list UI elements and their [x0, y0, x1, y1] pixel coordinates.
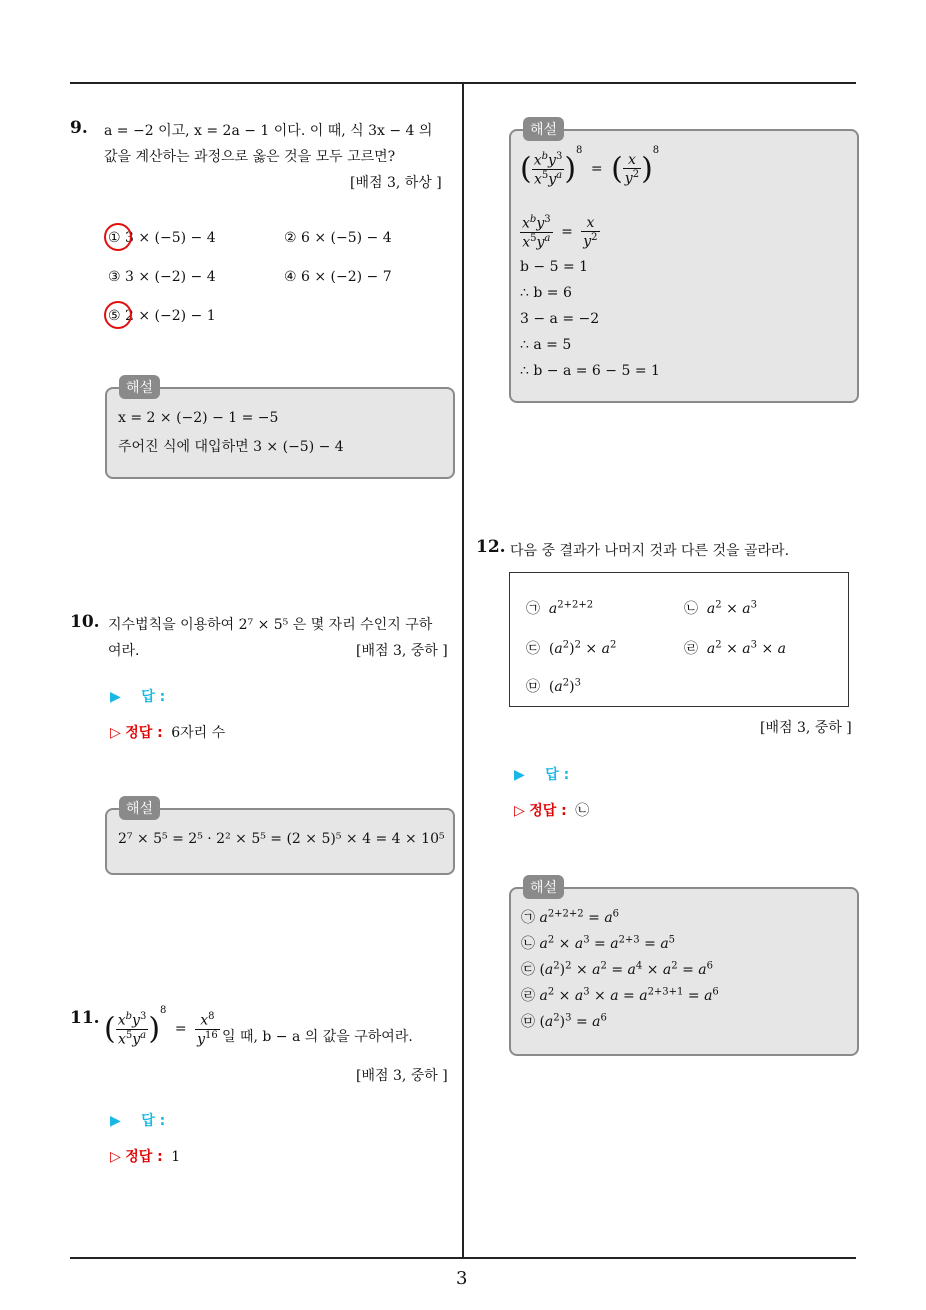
q9-text-line2: 값을 계산하는 과정으로 옳은 것을 모두 고르면? — [104, 149, 396, 165]
q9-explanation-line1: x = 2 × (−2) − 1 = −5 — [118, 410, 279, 426]
q9-choice-3: ③ 3 × (−2) − 4 — [108, 269, 216, 285]
q9-score: [배점 3, 하상 ] — [350, 175, 442, 191]
outline-triangle-icon: ▷ — [110, 1149, 121, 1165]
q11-text: 일 때, b − a 의 값을 구하여라. — [222, 1029, 413, 1045]
q11-explanation-line3: 3 − a = −2 — [520, 311, 600, 327]
q10-answer-row — [110, 686, 165, 706]
q11-explanation-tag: 해설 — [523, 117, 564, 141]
q10-correct-row — [110, 722, 225, 742]
q9-choice-2: ② 6 × (−5) − 4 — [284, 230, 392, 246]
q12-text: 다음 중 결과가 나머지 것과 다른 것을 골라라. — [510, 543, 790, 559]
bottom-rule — [70, 1257, 856, 1259]
q12-answer-row — [514, 764, 569, 784]
q9-explanation-line2: 주어진 식에 대입하면 3 × (−5) − 4 — [118, 439, 344, 455]
q11-score: [배점 3, 중하 ] — [356, 1068, 448, 1084]
q9-explanation-box — [105, 387, 455, 479]
q10-number: 10. — [70, 612, 100, 632]
q11-correct-row — [110, 1146, 180, 1166]
q9-choice-5: ⑤ 2 × (−2) − 1 — [108, 308, 216, 324]
page-number: 3 — [456, 1268, 468, 1289]
q11-explanation-eq1: ( $\frac{x^by^3}{x^5y^a}$ )$^8$ = ( $\frac{x}{y^2}$ )$^8$ — [520, 145, 660, 188]
q12-explanation-line4: ㉣ $a^2 \times a^3 \times a = a^{2+3+1} = a^6$ — [521, 986, 719, 1004]
q11-explanation-line1: b − 5 = 1 — [520, 259, 589, 275]
q11-answer-label: 답 : — [141, 1113, 166, 1129]
q11-explanation-line5: ∴ b − a = 6 − 5 = 1 — [520, 363, 660, 379]
q9-mark-circle-5 — [104, 301, 132, 329]
q9-text-line1: a = −2 이고, x = 2a − 1 이다. 이 때, 식 3x − 4 의 — [104, 123, 433, 139]
q10-explanation-tag: 해설 — [119, 796, 160, 820]
q11-formula: ( $\frac{x^by^3}{x^5y^a}$ )$^8$ = $\frac{x^8}{y^{16}}$ — [104, 1005, 218, 1048]
q10-text-line1: 지수법칙을 이용하여 2⁷ × 5⁵ 은 몇 자리 수인지 구하 — [108, 617, 433, 633]
play-icon: ▶ — [110, 1113, 121, 1129]
q11-explanation-line2: ∴ b = 6 — [520, 285, 572, 301]
q12-item-4: ㉣ $a^2 \times a^3 \times a$ — [684, 639, 787, 657]
q10-text-line2: 여라. — [108, 643, 140, 659]
q9-number: 9. — [70, 118, 88, 138]
q12-explanation-line3: ㉢ $(a^2)^2 \times a^2 = a^4 \times a^2 = a^6$ — [521, 960, 713, 978]
q9-mark-circle-1 — [104, 223, 132, 251]
q10-score: [배점 3, 중하 ] — [356, 643, 448, 659]
q12-item-2: ㉡ $a^2 \times a^3$ — [684, 599, 758, 617]
q9-choice-1: ① 3 × (−5) − 4 — [108, 230, 216, 246]
q11-correct-label: 정답 : — [125, 1149, 163, 1165]
q12-correct-value: ㉡ — [575, 803, 590, 819]
q12-number: 12. — [476, 537, 506, 557]
q12-item-3: ㉢ $(a^2)^2 \times a^2$ — [526, 639, 617, 657]
q11-answer-row — [110, 1110, 165, 1130]
q12-item-1: ㉠ $a^{2+2+2}$ — [526, 599, 594, 617]
play-icon: ▶ — [110, 689, 121, 705]
q12-explanation-tag: 해설 — [523, 875, 564, 899]
outline-triangle-icon: ▷ — [110, 725, 121, 741]
q10-explanation-line1: 2⁷ × 5⁵ = 2⁵ · 2² × 5⁵ = (2 × 5)⁵ × 4 = 4 × 10⁵ — [118, 831, 445, 847]
column-divider — [462, 83, 464, 1258]
q12-explanation-line1: ㉠ $a^{2+2+2} = a^6$ — [521, 908, 620, 926]
q12-score: [배점 3, 중하 ] — [760, 720, 852, 736]
q10-correct-label: 정답 : — [125, 725, 163, 741]
q11-number: 11. — [70, 1008, 100, 1028]
q10-answer-label: 답 : — [141, 689, 166, 705]
q12-correct-label: 정답 : — [529, 803, 567, 819]
q11-correct-value: 1 — [171, 1149, 181, 1165]
q12-answer-label: 답 : — [545, 767, 570, 783]
q9-choice-4: ④ 6 × (−2) − 7 — [284, 269, 392, 285]
q12-correct-row — [514, 800, 589, 820]
q11-explanation-eq2: $\frac{x^by^3}{x^5y^a}$ = $\frac{x}{y^2}$ — [522, 214, 598, 251]
q12-explanation-line2: ㉡ $a^2 \times a^3 = a^{2+3} = a^5$ — [521, 934, 676, 952]
q10-correct-value: 6자리 수 — [171, 725, 226, 741]
outline-triangle-icon: ▷ — [514, 803, 525, 819]
q9-explanation-tag: 해설 — [119, 375, 160, 399]
q12-item-5: ㉤ $(a^2)^3$ — [526, 677, 581, 695]
q12-explanation-line5: ㉤ $(a^2)^3 = a^6$ — [521, 1012, 607, 1030]
play-icon: ▶ — [514, 767, 525, 783]
q11-explanation-line4: ∴ a = 5 — [520, 337, 572, 353]
